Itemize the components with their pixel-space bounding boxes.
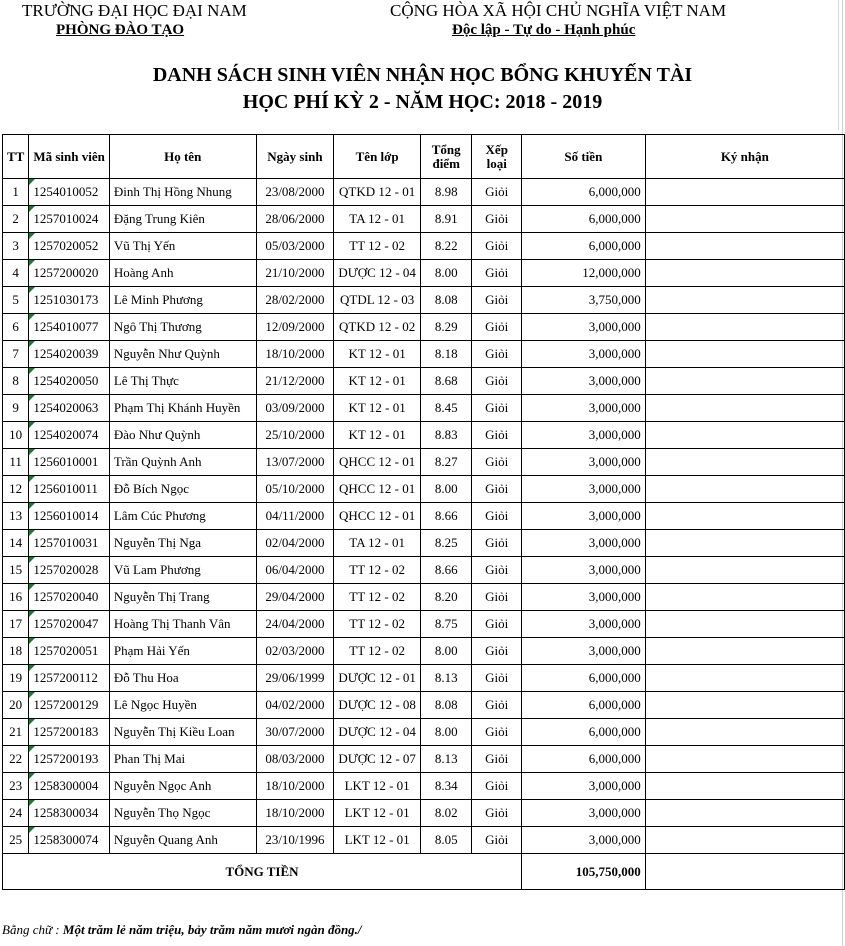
cell-class: TA 12 - 01 — [334, 530, 421, 557]
cell-birthdate: 18/10/2000 — [256, 800, 334, 827]
cell-name: Nguyễn Thị Kiều Loan — [109, 719, 256, 746]
cell-birthdate: 28/02/2000 — [256, 287, 334, 314]
cell-student-id: 1257020040 — [29, 584, 110, 611]
cell-signature — [645, 719, 844, 746]
cell-rank: Giỏi — [472, 449, 522, 476]
cell-tt: 15 — [3, 557, 29, 584]
cell-student-id: 1251030173 — [29, 287, 110, 314]
table-row — [3, 746, 845, 773]
cell-amount: 3,000,000 — [522, 584, 646, 611]
cell-signature — [645, 557, 844, 584]
cell-amount: 3,000,000 — [522, 557, 646, 584]
column-header-total-score: Tổng điểm — [420, 135, 472, 179]
total-signature-cell — [645, 854, 844, 890]
cell-birthdate: 21/10/2000 — [256, 260, 334, 287]
cell-rank: Giỏi — [472, 341, 522, 368]
cell-amount: 6,000,000 — [522, 719, 646, 746]
cell-score: 8.45 — [420, 395, 472, 422]
table-row — [3, 557, 845, 584]
cell-tt: 3 — [3, 233, 29, 260]
table-row — [3, 530, 845, 557]
cell-tt: 19 — [3, 665, 29, 692]
cell-tt: 4 — [3, 260, 29, 287]
cell-tt: 1 — [3, 179, 29, 206]
table-row — [3, 422, 845, 449]
cell-rank: Giỏi — [472, 773, 522, 800]
cell-name: Vũ Thị Yến — [109, 233, 256, 260]
cell-student-id: 1256010001 — [29, 449, 110, 476]
cell-name: Nguyễn Thị Trang — [109, 584, 256, 611]
cell-tt: 22 — [3, 746, 29, 773]
cell-amount: 3,000,000 — [522, 773, 646, 800]
cell-student-id: 1254020063 — [29, 395, 110, 422]
cell-student-id: 1254010052 — [29, 179, 110, 206]
table-row — [3, 638, 845, 665]
cell-tt: 6 — [3, 314, 29, 341]
cell-rank: Giỏi — [472, 827, 522, 854]
cell-birthdate: 21/12/2000 — [256, 368, 334, 395]
cell-birthdate: 05/10/2000 — [256, 476, 334, 503]
cell-signature — [645, 611, 844, 638]
cell-rank: Giỏi — [472, 287, 522, 314]
cell-name: Nguyễn Thọ Ngọc — [109, 800, 256, 827]
cell-score: 8.29 — [420, 314, 472, 341]
cell-tt: 11 — [3, 449, 29, 476]
department-name: PHÒNG ĐÀO TẠO — [56, 22, 185, 38]
table-row — [3, 719, 845, 746]
cell-score: 8.66 — [420, 503, 472, 530]
cell-tt: 13 — [3, 503, 29, 530]
cell-class: QTKD 12 - 01 — [334, 179, 421, 206]
cell-class: DƯỢC 12 - 04 — [334, 719, 421, 746]
cell-tt: 12 — [3, 476, 29, 503]
table-row — [3, 233, 845, 260]
amount-in-words — [2, 922, 362, 938]
cell-amount: 6,000,000 — [522, 233, 646, 260]
cell-rank: Giỏi — [472, 368, 522, 395]
cell-class: DƯỢC 12 - 08 — [334, 692, 421, 719]
cell-signature — [645, 746, 844, 773]
cell-signature — [645, 530, 844, 557]
scholarship-table — [2, 134, 845, 890]
cell-birthdate: 12/09/2000 — [256, 314, 334, 341]
cell-birthdate: 04/02/2000 — [256, 692, 334, 719]
cell-score: 8.13 — [420, 665, 472, 692]
cell-name: Lâm Cúc Phương — [109, 503, 256, 530]
total-row — [3, 854, 845, 890]
cell-birthdate: 03/09/2000 — [256, 395, 334, 422]
cell-amount: 6,000,000 — [522, 746, 646, 773]
cell-name: Hoàng Thị Thanh Vân — [109, 611, 256, 638]
cell-student-id: 1257020051 — [29, 638, 110, 665]
table-row — [3, 341, 845, 368]
table-row — [3, 287, 845, 314]
cell-signature — [645, 368, 844, 395]
cell-name: Hoàng Anh — [109, 260, 256, 287]
cell-tt: 20 — [3, 692, 29, 719]
cell-student-id: 1257200020 — [29, 260, 110, 287]
cell-score: 8.00 — [420, 638, 472, 665]
cell-amount: 3,000,000 — [522, 503, 646, 530]
cell-name: Đinh Thị Hồng Nhung — [109, 179, 256, 206]
table-header-row — [3, 135, 845, 179]
cell-signature — [645, 179, 844, 206]
table-row — [3, 611, 845, 638]
cell-signature — [645, 503, 844, 530]
cell-rank: Giỏi — [472, 476, 522, 503]
cell-amount: 6,000,000 — [522, 692, 646, 719]
cell-birthdate: 18/10/2000 — [256, 341, 334, 368]
cell-tt: 18 — [3, 638, 29, 665]
amount-in-words-text: Một trăm lẻ năm triệu, bảy trăm năm mươi ngàn đồng./ — [62, 922, 362, 937]
cell-name: Đào Như Quỳnh — [109, 422, 256, 449]
cell-score: 8.25 — [420, 530, 472, 557]
table-row — [3, 449, 845, 476]
cell-student-id: 1257200129 — [29, 692, 110, 719]
cell-name: Phạm Thị Khánh Huyền — [109, 395, 256, 422]
cell-birthdate: 18/10/2000 — [256, 773, 334, 800]
cell-student-id: 1258300034 — [29, 800, 110, 827]
country-name: CỘNG HÒA XÃ HỘI CHỦ NGHĨA VIỆT NAM — [390, 1, 727, 20]
cell-name: Ngô Thị Thương — [109, 314, 256, 341]
cell-amount: 3,000,000 — [522, 611, 646, 638]
cell-birthdate: 04/11/2000 — [256, 503, 334, 530]
column-header-name: Họ tên — [109, 135, 256, 179]
cell-tt: 17 — [3, 611, 29, 638]
table-body — [3, 179, 845, 854]
cell-signature — [645, 260, 844, 287]
cell-amount: 3,000,000 — [522, 395, 646, 422]
cell-class: LKT 12 - 01 — [334, 800, 421, 827]
column-header-tt: TT — [3, 135, 29, 179]
cell-name: Lê Minh Phương — [109, 287, 256, 314]
cell-birthdate: 23/10/1996 — [256, 827, 334, 854]
cell-class: TA 12 - 01 — [334, 206, 421, 233]
cell-class: TT 12 - 02 — [334, 233, 421, 260]
cell-score: 8.66 — [420, 557, 472, 584]
cell-name: Nguyễn Như Quỳnh — [109, 341, 256, 368]
cell-amount: 6,000,000 — [522, 665, 646, 692]
cell-signature — [645, 665, 844, 692]
cell-class: DƯỢC 12 - 04 — [334, 260, 421, 287]
cell-class: DƯỢC 12 - 01 — [334, 665, 421, 692]
cell-rank: Giỏi — [472, 692, 522, 719]
table-row — [3, 773, 845, 800]
cell-rank: Giỏi — [472, 638, 522, 665]
cell-amount: 3,750,000 — [522, 287, 646, 314]
cell-birthdate: 06/04/2000 — [256, 557, 334, 584]
cell-class: TT 12 - 02 — [334, 584, 421, 611]
cell-student-id: 1257200183 — [29, 719, 110, 746]
amount-in-words-label: Bằng chữ : — [2, 922, 60, 937]
cell-tt: 23 — [3, 773, 29, 800]
cell-birthdate: 29/04/2000 — [256, 584, 334, 611]
cell-amount: 3,000,000 — [522, 638, 646, 665]
cell-class: QHCC 12 - 01 — [334, 503, 421, 530]
cell-rank: Giỏi — [472, 260, 522, 287]
cell-name: Lê Ngọc Huyền — [109, 692, 256, 719]
cell-name: Đỗ Thu Hoa — [109, 665, 256, 692]
cell-amount: 3,000,000 — [522, 827, 646, 854]
cell-birthdate: 02/04/2000 — [256, 530, 334, 557]
cell-student-id: 1256010011 — [29, 476, 110, 503]
cell-name: Nguyễn Quang Anh — [109, 827, 256, 854]
cell-name: Nguyễn Thị Nga — [109, 530, 256, 557]
cell-score: 8.08 — [420, 287, 472, 314]
cell-student-id: 1257020028 — [29, 557, 110, 584]
cell-birthdate: 23/08/2000 — [256, 179, 334, 206]
cell-rank: Giỏi — [472, 206, 522, 233]
cell-amount: 3,000,000 — [522, 476, 646, 503]
cell-rank: Giỏi — [472, 557, 522, 584]
cell-score: 8.02 — [420, 800, 472, 827]
cell-class: QHCC 12 - 01 — [334, 449, 421, 476]
cell-tt: 10 — [3, 422, 29, 449]
table-row — [3, 800, 845, 827]
cell-tt: 5 — [3, 287, 29, 314]
cell-name: Lê Thị Thực — [109, 368, 256, 395]
cell-student-id: 1257200112 — [29, 665, 110, 692]
cell-rank: Giỏi — [472, 719, 522, 746]
cell-score: 8.13 — [420, 746, 472, 773]
cell-student-id: 1257200193 — [29, 746, 110, 773]
cell-amount: 6,000,000 — [522, 206, 646, 233]
cell-class: KT 12 - 01 — [334, 422, 421, 449]
cell-name: Vũ Lam Phương — [109, 557, 256, 584]
cell-tt: 2 — [3, 206, 29, 233]
cell-class: TT 12 - 02 — [334, 638, 421, 665]
table-row — [3, 584, 845, 611]
cell-name: Trần Quỳnh Anh — [109, 449, 256, 476]
cell-signature — [645, 449, 844, 476]
cell-signature — [645, 800, 844, 827]
cell-class: KT 12 - 01 — [334, 368, 421, 395]
cell-tt: 21 — [3, 719, 29, 746]
cell-score: 8.98 — [420, 179, 472, 206]
cell-signature — [645, 422, 844, 449]
cell-tt: 14 — [3, 530, 29, 557]
cell-student-id: 1257010031 — [29, 530, 110, 557]
cell-rank: Giỏi — [472, 233, 522, 260]
total-value: 105,750,000 — [522, 854, 646, 890]
cell-signature — [645, 476, 844, 503]
cell-rank: Giỏi — [472, 530, 522, 557]
cell-rank: Giỏi — [472, 422, 522, 449]
cell-tt: 25 — [3, 827, 29, 854]
cell-name: Nguyễn Ngọc Anh — [109, 773, 256, 800]
cell-birthdate: 30/07/2000 — [256, 719, 334, 746]
cell-signature — [645, 395, 844, 422]
cell-name: Phan Thị Mai — [109, 746, 256, 773]
cell-amount: 3,000,000 — [522, 530, 646, 557]
cell-amount: 3,000,000 — [522, 341, 646, 368]
cell-amount: 3,000,000 — [522, 422, 646, 449]
cell-amount: 3,000,000 — [522, 800, 646, 827]
cell-score: 8.34 — [420, 773, 472, 800]
cell-class: LKT 12 - 01 — [334, 827, 421, 854]
cell-tt: 8 — [3, 368, 29, 395]
cell-student-id: 1258300004 — [29, 773, 110, 800]
cell-score: 8.83 — [420, 422, 472, 449]
table-row — [3, 206, 845, 233]
column-header-signature: Ký nhận — [645, 135, 844, 179]
cell-birthdate: 13/07/2000 — [256, 449, 334, 476]
cell-rank: Giỏi — [472, 611, 522, 638]
table-row — [3, 260, 845, 287]
table-row — [3, 827, 845, 854]
cell-signature — [645, 287, 844, 314]
cell-class: TT 12 - 02 — [334, 611, 421, 638]
cell-student-id: 1254010077 — [29, 314, 110, 341]
cell-class: QHCC 12 - 01 — [334, 476, 421, 503]
cell-birthdate: 29/06/1999 — [256, 665, 334, 692]
cell-score: 8.20 — [420, 584, 472, 611]
cell-birthdate: 24/04/2000 — [256, 611, 334, 638]
cell-rank: Giỏi — [472, 314, 522, 341]
cell-signature — [645, 584, 844, 611]
cell-class: DƯỢC 12 - 07 — [334, 746, 421, 773]
cell-name: Đặng Trung Kiên — [109, 206, 256, 233]
cell-score: 8.75 — [420, 611, 472, 638]
table-row — [3, 476, 845, 503]
cell-amount: 3,000,000 — [522, 449, 646, 476]
cell-student-id: 1258300074 — [29, 827, 110, 854]
table-row — [3, 179, 845, 206]
cell-rank: Giỏi — [472, 800, 522, 827]
document-header — [0, 0, 845, 46]
total-label: TỔNG TIỀN — [3, 854, 522, 890]
cell-class: LKT 12 - 01 — [334, 773, 421, 800]
cell-rank: Giỏi — [472, 584, 522, 611]
cell-rank: Giỏi — [472, 503, 522, 530]
cell-score: 8.27 — [420, 449, 472, 476]
cell-signature — [645, 206, 844, 233]
cell-student-id: 1254020074 — [29, 422, 110, 449]
cell-student-id: 1257020052 — [29, 233, 110, 260]
cell-rank: Giỏi — [472, 665, 522, 692]
cell-amount: 3,000,000 — [522, 314, 646, 341]
column-header-rank: Xếp loại — [472, 135, 522, 179]
column-header-amount: Số tiền — [522, 135, 646, 179]
cell-rank: Giỏi — [472, 179, 522, 206]
cell-signature — [645, 638, 844, 665]
cell-birthdate: 25/10/2000 — [256, 422, 334, 449]
cell-signature — [645, 341, 844, 368]
table-row — [3, 692, 845, 719]
national-motto: Độc lập - Tự do - Hạnh phúc — [452, 22, 636, 38]
table-row — [3, 503, 845, 530]
cell-birthdate: 02/03/2000 — [256, 638, 334, 665]
column-header-student-id: Mã sinh viên — [29, 135, 110, 179]
cell-tt: 24 — [3, 800, 29, 827]
school-name: TRƯỜNG ĐẠI HỌC ĐẠI NAM — [22, 1, 247, 20]
cell-score: 8.91 — [420, 206, 472, 233]
cell-class: TT 12 - 02 — [334, 557, 421, 584]
cell-amount: 12,000,000 — [522, 260, 646, 287]
cell-score: 8.05 — [420, 827, 472, 854]
column-header-class: Tên lớp — [334, 135, 421, 179]
cell-score: 8.08 — [420, 692, 472, 719]
cell-tt: 7 — [3, 341, 29, 368]
cell-score: 8.00 — [420, 476, 472, 503]
cell-score: 8.18 — [420, 341, 472, 368]
cell-signature — [645, 773, 844, 800]
cell-student-id: 1257010024 — [29, 206, 110, 233]
cell-rank: Giỏi — [472, 746, 522, 773]
table-row — [3, 395, 845, 422]
cell-name: Phạm Hải Yến — [109, 638, 256, 665]
cell-score: 8.00 — [420, 719, 472, 746]
cell-amount: 3,000,000 — [522, 368, 646, 395]
table-row — [3, 665, 845, 692]
cell-score: 8.22 — [420, 233, 472, 260]
cell-student-id: 1257020047 — [29, 611, 110, 638]
cell-tt: 9 — [3, 395, 29, 422]
cell-name: Đỗ Bích Ngọc — [109, 476, 256, 503]
cell-class: QTKD 12 - 02 — [334, 314, 421, 341]
cell-class: QTDL 12 - 03 — [334, 287, 421, 314]
cell-class: KT 12 - 01 — [334, 341, 421, 368]
cell-signature — [645, 827, 844, 854]
cell-tt: 16 — [3, 584, 29, 611]
table-row — [3, 368, 845, 395]
document-subtitle: HỌC PHÍ KỲ 2 - NĂM HỌC: 2018 - 2019 — [242, 91, 603, 113]
cell-birthdate: 28/06/2000 — [256, 206, 334, 233]
cell-student-id: 1254020039 — [29, 341, 110, 368]
cell-amount: 6,000,000 — [522, 179, 646, 206]
cell-birthdate: 05/03/2000 — [256, 233, 334, 260]
table-row — [3, 314, 845, 341]
cell-rank: Giỏi — [472, 395, 522, 422]
cell-score: 8.00 — [420, 260, 472, 287]
cell-class: KT 12 - 01 — [334, 395, 421, 422]
cell-birthdate: 08/03/2000 — [256, 746, 334, 773]
cell-signature — [645, 692, 844, 719]
document-title: DANH SÁCH SINH VIÊN NHẬN HỌC BỔNG KHUYẾN TÀI — [152, 64, 693, 86]
cell-score: 8.68 — [420, 368, 472, 395]
column-header-birthdate: Ngày sinh — [256, 135, 334, 179]
cell-student-id: 1254020050 — [29, 368, 110, 395]
cell-signature — [645, 314, 844, 341]
cell-signature — [645, 233, 844, 260]
cell-student-id: 1256010014 — [29, 503, 110, 530]
